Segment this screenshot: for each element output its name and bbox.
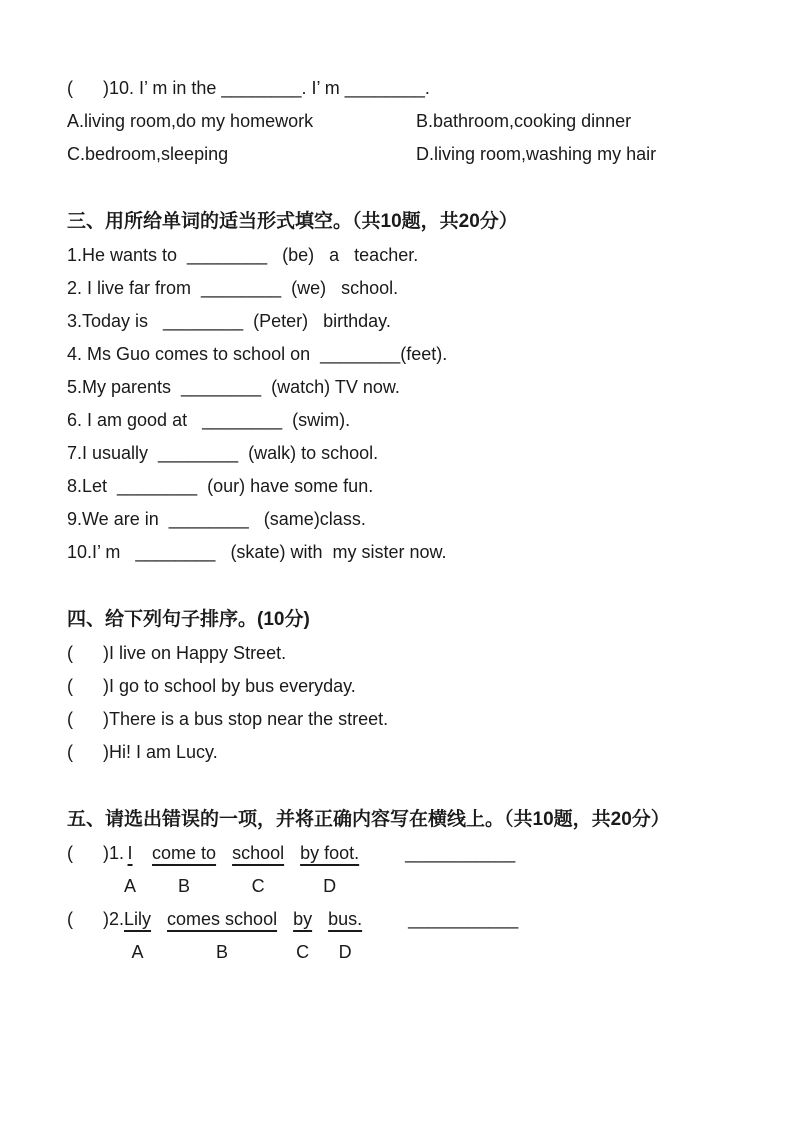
question-10-stem: ( )10. I’ m in the ________. I’ m ________. xyxy=(67,78,430,98)
option-d: D.living room,washing my hair xyxy=(416,144,657,164)
option-a: A.living room,do my homework xyxy=(67,111,314,131)
segment-d-letter: D xyxy=(338,942,352,962)
question-prefix: ( )2. xyxy=(67,909,125,929)
answer-blank: ___________ xyxy=(408,909,519,929)
section-3-item-2: 2. I live far from ________ (we) school. xyxy=(67,278,399,298)
section-3-item-4: 4. Ms Guo comes to school on ________(feet). xyxy=(67,344,448,364)
answer-blank-col xyxy=(405,837,515,870)
segment-d-letter: D xyxy=(323,876,337,896)
section-3-title: 三、用所给单词的适当形式填空。（共10题，共20分） xyxy=(67,211,518,232)
section-3-item-6: 6. I am good at ________ (swim). xyxy=(67,410,351,430)
segment-d xyxy=(328,903,362,969)
option-c: C.bedroom,sleeping xyxy=(67,144,229,164)
section-3-item-7: 7.I usually ________ (walk) to school. xyxy=(67,443,379,463)
section-4-item-2: ( )I go to school by bus everyday. xyxy=(67,676,356,696)
segment-d-text: bus. xyxy=(328,909,363,929)
section-5-title: 五、请选出错误的一项，并将正确内容写在横线上。（共10题，共20分） xyxy=(67,809,670,830)
answer-blank: ___________ xyxy=(405,843,516,863)
section-5-question-1 xyxy=(67,837,733,903)
section-3-item-5: 5.My parents ________ (watch) TV now. xyxy=(67,377,400,397)
segment-b-letter: B xyxy=(178,876,191,896)
section-4-item-4: ( )Hi! I am Lucy. xyxy=(67,742,218,762)
section-3-item-8: 8.Let ________ (our) have some fun. xyxy=(67,476,374,496)
section-4 xyxy=(67,603,733,769)
segment-a-letter: A xyxy=(124,876,137,896)
segment-a xyxy=(124,903,151,969)
segment-a-text: Lily xyxy=(124,909,152,929)
segment-a-text: I xyxy=(127,843,133,863)
segment-c-letter: C xyxy=(296,942,310,962)
segment-c-text: by xyxy=(293,909,313,929)
question-10-options xyxy=(67,105,733,171)
answer-blank-col xyxy=(408,903,518,936)
section-5-question-2 xyxy=(67,903,733,969)
segment-b xyxy=(167,903,277,969)
section-4-item-1: ( )I live on Happy Street. xyxy=(67,643,287,663)
segment-b xyxy=(152,837,216,903)
section-5 xyxy=(67,803,733,969)
question-prefix-col xyxy=(67,903,124,936)
section-3 xyxy=(67,205,733,569)
section-3-item-9: 9.We are in ________ (same)class. xyxy=(67,509,366,529)
segment-b-text: comes school xyxy=(167,909,278,929)
segment-b-letter: B xyxy=(216,942,229,962)
section-4-title: 四、给下列句子排序。(10分) xyxy=(67,609,310,630)
option-b: B.bathroom,cooking dinner xyxy=(416,111,632,131)
section-3-item-1: 1.He wants to ________ (be) a teacher. xyxy=(67,245,419,265)
segment-c-letter: C xyxy=(251,876,265,896)
question-prefix: ( )1. xyxy=(67,843,125,863)
segment-c xyxy=(232,837,284,903)
segment-d-text: by foot. xyxy=(300,843,360,863)
section-4-item-3: ( )There is a bus stop near the street. xyxy=(67,709,389,729)
segment-a-letter: A xyxy=(131,942,144,962)
segment-b-text: come to xyxy=(152,843,217,863)
segment-d xyxy=(300,837,359,903)
section-3-item-10: 10.I’ m ________ (skate) with my sister now. xyxy=(67,542,447,562)
segment-a xyxy=(124,837,136,903)
section-3-item-3: 3.Today is ________ (Peter) birthday. xyxy=(67,311,391,331)
question-10-block xyxy=(67,72,733,171)
segment-c-text: school xyxy=(232,843,285,863)
question-prefix-col xyxy=(67,837,124,870)
segment-c xyxy=(293,903,312,969)
